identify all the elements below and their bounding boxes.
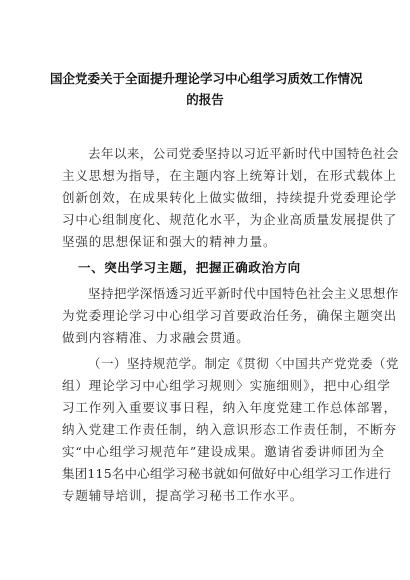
report-title-line-1: 国企党委关于全面提升理论学习中心组学习质效工作情况 (50, 71, 363, 86)
intro-paragraph-line: 主义思想为指导，在主题内容上统筹计划，在形式载体上 (62, 168, 398, 183)
intro-paragraph-line: 习中心组制度化、规范化水平，为企业高质量发展提供了 (62, 212, 398, 227)
section-paragraph-line: 坚持把学深悟透习近平新时代中国特色社会主义思想作 (88, 286, 399, 301)
section-paragraph-line: 为党委理论学习中心组学习首要政治任务，确保主题突出 (62, 308, 398, 323)
section-heading: 一、突出学习主题，把握正确政治方向 (78, 260, 301, 275)
item-paragraph-line: 纳入党建工作责任制，纳入意识形态工作责任制，不断夯 (62, 422, 398, 437)
section-paragraph-line: 做到内容精准、力求融会贯通。 (62, 330, 250, 345)
item-paragraph-line: 集团115名中心组学习秘书就如何做好中心组学习工作进行 (62, 466, 392, 481)
item-paragraph-line: 习工作列入重要议事日程，纳入年度党建工作总体部署， (62, 400, 398, 415)
item-paragraph-line: 实“中心组学习规范年”建设成果。邀请省委讲师团为全 (62, 444, 385, 459)
item-paragraph-line: 组）理论学习中心组学习规则〉实施细则》，把中心组学 (62, 378, 391, 393)
report-title-line-2: 的报告 (186, 92, 224, 107)
intro-paragraph-line: 创新创效，在成果转化上做实做细，持续提升党委理论学 (62, 190, 398, 205)
item-paragraph-line: （一）坚持规范学。制定《贯彻〈中国共产党党委（党 (88, 356, 399, 371)
intro-paragraph-line: 坚强的思想保证和强大的精神力量。 (62, 234, 277, 249)
item-paragraph-line: 专题辅导培训，提高学习秘书工作水平。 (62, 488, 304, 503)
intro-paragraph-line: 去年以来，公司党委坚持以习近平新时代中国特色社会 (88, 146, 399, 161)
